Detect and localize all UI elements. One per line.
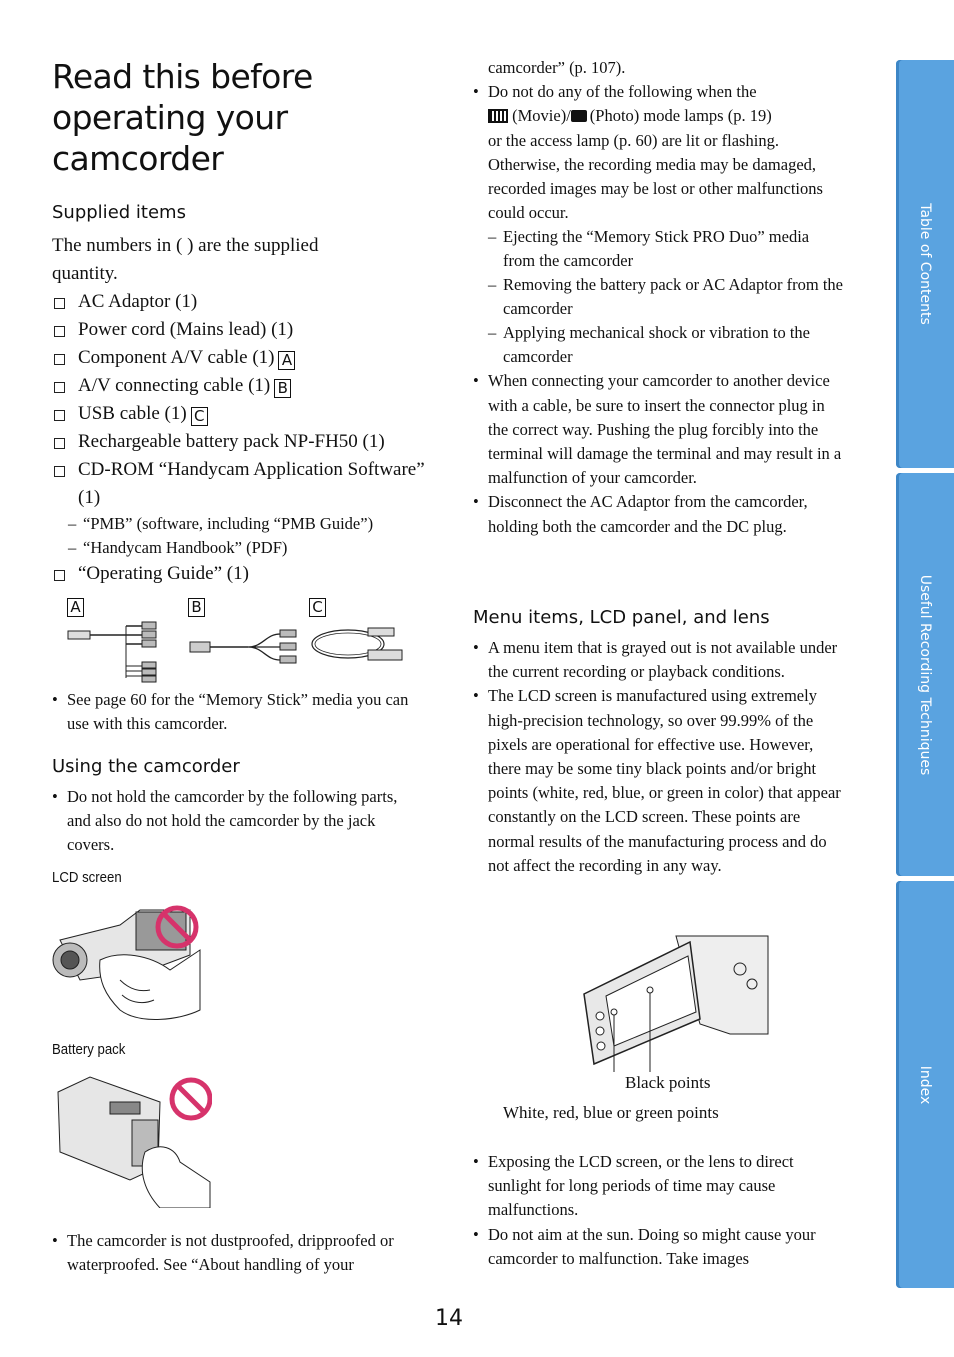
menu-lcd-bullets xyxy=(473,636,845,878)
page-number: 14 xyxy=(435,1306,463,1331)
usb-cable-illustration xyxy=(308,622,408,666)
sun-aim-bullet: • Do not aim at the sun. Doing so might cause your camcorder to malfunction. Take images xyxy=(473,1223,845,1271)
caption-battery-pack: Battery pack xyxy=(52,1041,126,1058)
using-bullet-2: • The camcorder is not dustproofed, dripproofed or waterproofed. See “About handling of your xyxy=(52,1229,416,1277)
right-column-top: camcorder” (p. 107). • Do not do any of the following when the (Movie)/ (Photo) mode lamps (p. 19) or the access lamp (p. 60) are lit or flashing. Otherwise, the recording media may be damaged, recorded images may be lost or other malfunctions could occur. – Ejecting the “Memory Stick PRO Duo” media from the camcorder – Removing the battery pack or AC Adaptor from the camcorder – Applying mechanical shock or vibration to the camcorder • When connecting your camcorder to another device with a cable, be sure to insert the connector plug in the correct way. Pushing the plug forcibly into the terminal will damage the terminal and may result in a malfunction of your camcorder. • Disconnect the AC Adaptor from the camcorder, holding both the camcorder and the DC plug. xyxy=(473,56,843,539)
av-connecting-cable-illustration xyxy=(188,620,300,666)
cable-label-b: B xyxy=(188,598,205,617)
using-bullet-1: • Do not hold the camcorder by the following parts, and also do not hold the camcorder by the jack covers. xyxy=(52,785,412,858)
recording-lamps-bullet: • Do not do any of the following when the (Movie)/ (Photo) mode lamps (p. 19) or the access lamp (p. 60) are lit or flashing. Otherwise, the recording media may be damaged, recorded images may be lost or other malfunctions could occur. xyxy=(473,80,843,225)
battery-hold-illustration xyxy=(50,1072,212,1208)
list-item: CD-ROM “Handycam Application Software” (1) xyxy=(52,456,432,512)
label-black-points: Black points xyxy=(625,1073,711,1092)
ac-adaptor-bullet: • Disconnect the AC Adaptor from the camcorder, holding both the camcorder and the DC plug. xyxy=(473,490,843,538)
list-item: – Applying mechanical shock or vibration to the camcorder xyxy=(488,321,843,369)
tab-useful-recording-techniques[interactable]: Useful Recording Techniques xyxy=(896,473,954,876)
supplied-intro: The numbers in ( ) are the supplied quantity. xyxy=(52,235,319,284)
memory-stick-note: • See page 60 for the “Memory Stick” media you can use with this camcorder. xyxy=(52,688,414,736)
lcd-hold-illustration xyxy=(50,900,202,1024)
list-item: – “PMB” (software, including “PMB Guide”) xyxy=(68,512,428,536)
lcd-panel-illustration xyxy=(580,934,770,1072)
cable-label-c: C xyxy=(309,598,326,617)
tag-b: B xyxy=(274,379,291,398)
supplied-list xyxy=(52,288,432,512)
label-bright-points: White, red, blue or green points xyxy=(503,1103,719,1122)
tag-a: A xyxy=(278,351,295,370)
menu-lcd-heading: Menu items, LCD panel, and lens xyxy=(473,607,770,628)
cdrom-sublist xyxy=(68,512,428,560)
list-item: USB cable (1) C xyxy=(52,400,432,428)
list-item: A/V connecting cable (1) B xyxy=(52,372,432,400)
cable-label-a: A xyxy=(67,598,84,617)
movie-icon xyxy=(488,109,508,123)
list-item: – Removing the battery pack or AC Adaptor from the camcorder xyxy=(488,273,843,321)
tab-table-of-contents[interactable]: Table of Contents xyxy=(896,60,954,468)
caption-lcd-screen: LCD screen xyxy=(52,869,122,886)
operating-guide-item: “Operating Guide” (1) xyxy=(52,560,432,588)
tab-index[interactable]: Index xyxy=(896,881,954,1288)
sunlight-bullet: • Exposing the LCD screen, or the lens to direct sunlight for long periods of time may cause malfunctions. xyxy=(473,1150,845,1223)
cable-warning-bullet: • When connecting your camcorder to another device with a cable, be sure to insert the connector plug in the correct way. Pushing the plug forcibly into the terminal will damage the terminal and may result in a malfunction of your camcorder. xyxy=(473,369,843,490)
component-av-cable-illustration xyxy=(66,618,166,686)
menu-item-bullet: • A menu item that is grayed out is not available under the current recording or playback conditions. xyxy=(473,636,845,684)
camera-icon xyxy=(571,110,587,122)
supplied-items-heading: Supplied items xyxy=(52,202,186,223)
list-item: AC Adaptor (1) xyxy=(52,288,432,316)
list-item: Component A/V cable (1) A xyxy=(52,344,432,372)
sunlight-bullets xyxy=(473,1150,845,1271)
using-heading: Using the camcorder xyxy=(52,756,240,777)
list-item: Rechargeable battery pack NP-FH50 (1) xyxy=(52,428,432,456)
list-item: – “Handycam Handbook” (PDF) xyxy=(68,536,428,560)
page-title: Read this before operating your camcorder xyxy=(52,57,313,178)
lcd-pixels-bullet: • The LCD screen is manufactured using extremely high-precision technology, so over 99.99% of the pixels are operational for effective use. However, there may be some tiny black points and/or bright points (white, red, blue, or green in color) that appear constantly on the LCD screen. These points are normal results of the manufacturing process and do not affect the recording in any way. xyxy=(473,684,845,878)
list-item: Power cord (Mains lead) (1) xyxy=(52,316,432,344)
list-item: – Ejecting the “Memory Stick PRO Duo” media from the camcorder xyxy=(488,225,843,273)
tag-c: C xyxy=(191,407,208,426)
